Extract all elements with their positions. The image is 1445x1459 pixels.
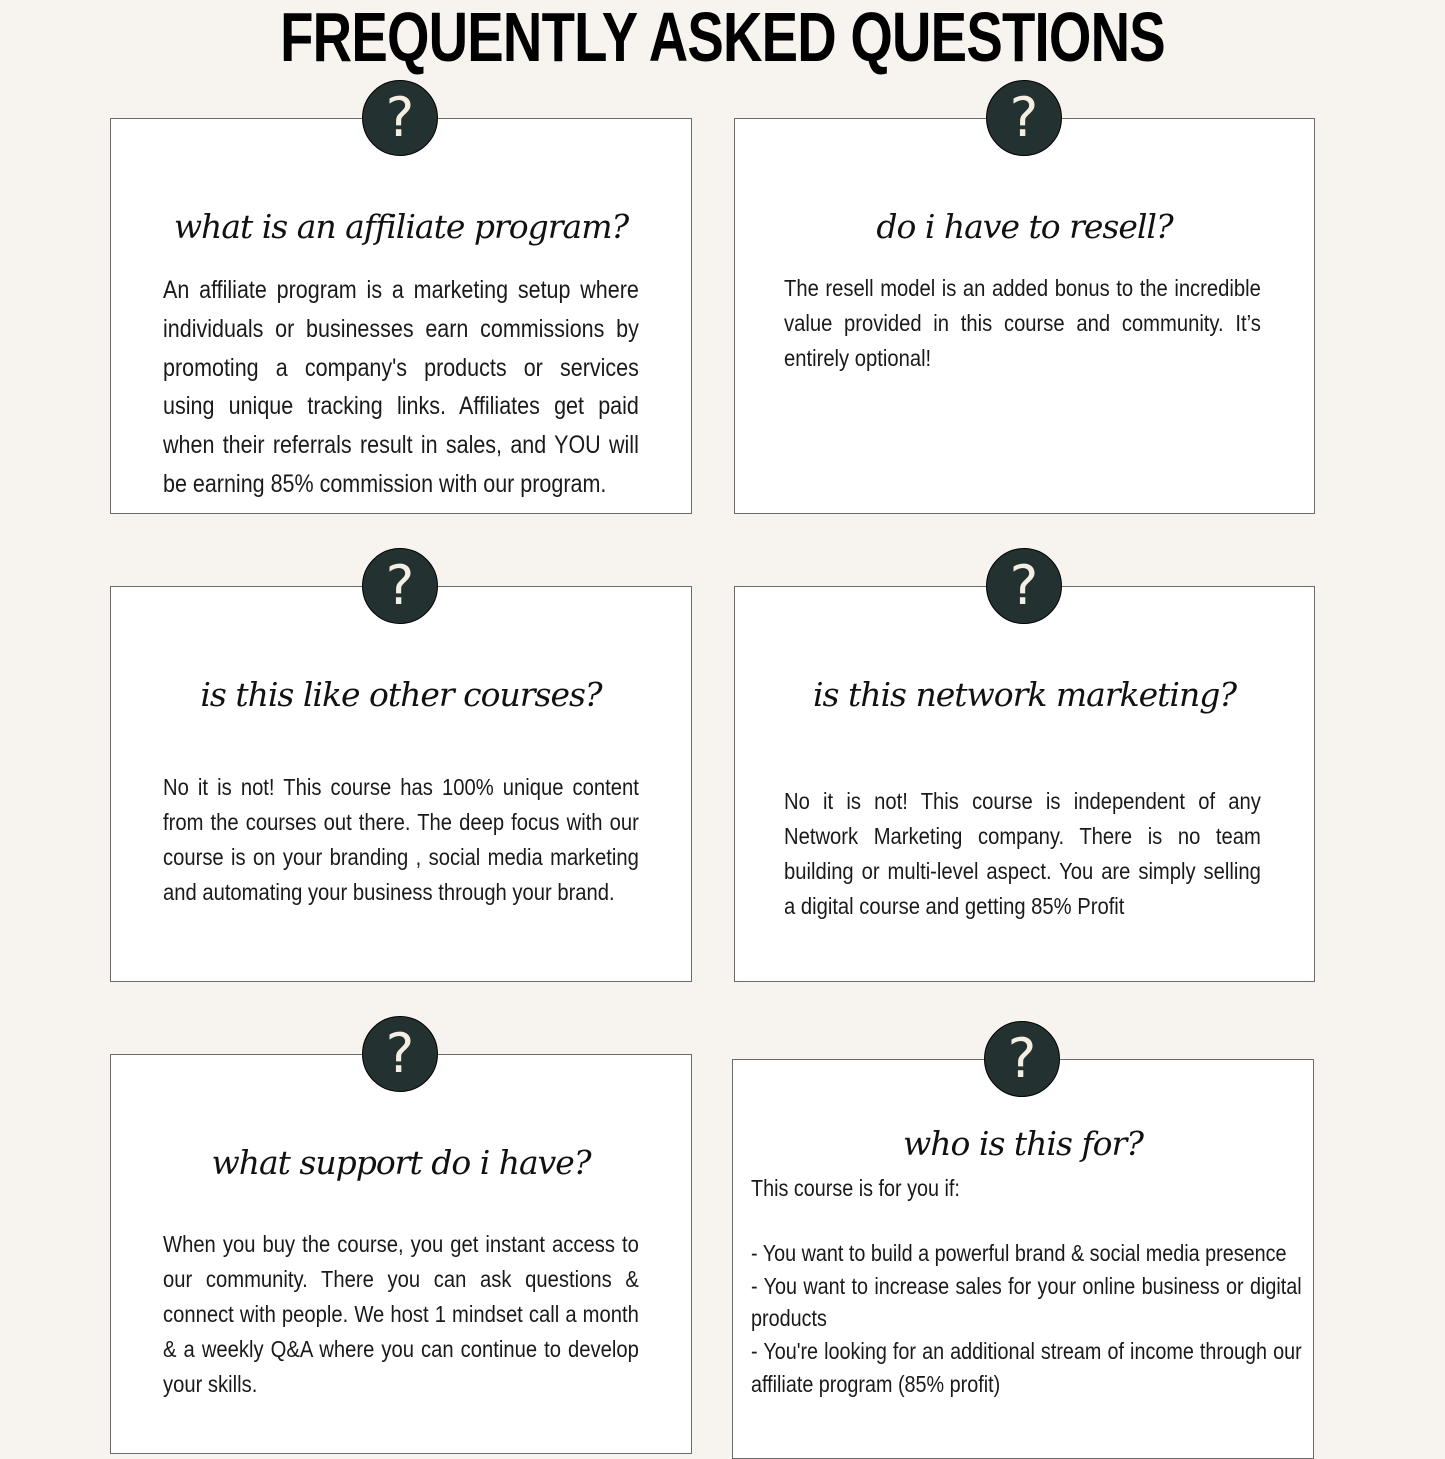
question-mark-icon: ? — [986, 548, 1062, 624]
faq-card-support — [110, 1054, 692, 1454]
faq-answer: The resell model is an added bonus to the incredible value provided in this course and community. It’s entirely optional! — [784, 275, 1261, 371]
list-spacer — [751, 1205, 1302, 1238]
faq-question: is this network marketing? — [812, 675, 1237, 714]
faq-card-network-marketing — [734, 586, 1315, 982]
faq-answer-list — [751, 1172, 1303, 1400]
faq-card-who-for — [732, 1059, 1314, 1459]
question-mark-icon: ? — [986, 80, 1062, 156]
faq-question: do i have to resell? — [876, 207, 1173, 246]
faq-card-affiliate-program — [110, 118, 692, 514]
faq-question: what is an affiliate program? — [173, 207, 629, 246]
faq-question: is this like other courses? — [200, 675, 602, 714]
page-title: FREQUENTLY ASKED QUESTIONS — [280, 0, 1165, 76]
faq-question: what support do i have? — [211, 1143, 591, 1182]
faq-answer: No it is not! This course has 100% unique content from the courses out there. The deep focus with our course is on your branding , social media marketing and automating your business through your brand. — [163, 774, 639, 905]
faq-question: who is this for? — [903, 1124, 1143, 1163]
faq-answer-intro: This course is for you if: — [751, 1175, 960, 1201]
faq-answer: When you buy the course, you get instant access to our community. There you can ask questions & connect with people. We host 1 mindset call a month & a weekly Q&A where you can continue to develop your skills. — [163, 1231, 639, 1397]
question-mark-icon: ? — [362, 80, 438, 156]
question-mark-icon: ? — [362, 548, 438, 624]
faq-answer: An affiliate program is a marketing setup where individuals or businesses earn commissions by promoting a company's products or services using unique tracking links. Affiliates get paid when their referrals result in sales, and YOU will be earning 85% commission with our program. — [163, 276, 639, 498]
faq-answer: No it is not! This course is independent of any Network Marketing company. There is no team building or multi-level aspect. You are simply selling a digital course and getting 85% Profit — [784, 788, 1261, 919]
question-mark-icon: ? — [362, 1016, 438, 1092]
faq-card-resell — [734, 118, 1315, 514]
list-item: - You want to increase sales for your online business or digital products — [751, 1272, 1302, 1332]
list-item: - You're looking for an additional stream of income through our affiliate program (85% profit) — [751, 1337, 1302, 1397]
faq-card-other-courses — [110, 586, 692, 982]
list-item: - You want to build a powerful brand & social media presence — [751, 1240, 1287, 1267]
question-mark-icon: ? — [984, 1021, 1060, 1097]
